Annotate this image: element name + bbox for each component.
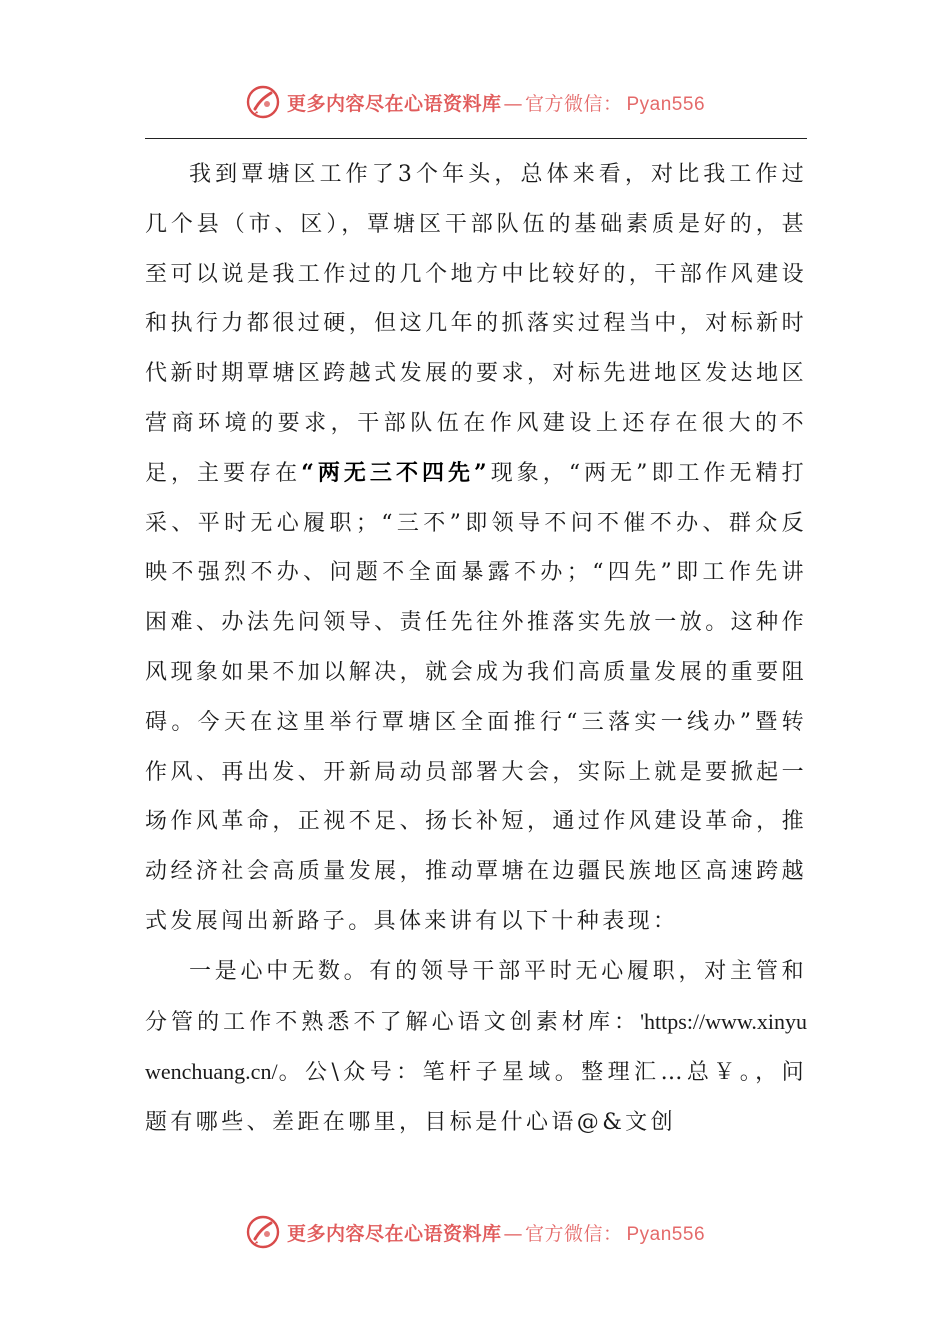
brush-logo-icon [245,84,281,120]
document-body [145,150,807,1148]
header-wechat-label: 官方微信： [524,92,623,115]
footer-separator: — [503,1222,523,1245]
footer-watermark [0,1210,950,1254]
paragraph-2 [145,947,807,1148]
footer-account: Pyan556 [626,1223,706,1245]
header-brand-text [287,89,705,116]
paragraph-1-text-a: 我到覃塘区工作了3个年头，总体来看，对比我工作过几个县（市、区），覃塘区干部队伍的基础素质是好的，甚至可以说是我工作过的几个地方中比较好的，干部作风建设和执行力都很过硬，但这几年的抓落实过程当中，对标新时代新时期覃塘区跨越式发展的要求，对标先进地区发达地区营商环境的要求，干部队伍在作风建设上还存在很大的不足，主要存在 [145,162,807,486]
paragraph-1-emphasis: “两无三不四先” [301,459,491,486]
header-watermark [0,80,950,124]
footer-brand-text [287,1219,705,1246]
paragraph-1-text-b: 现象，“两无”即工作无精打采、平时无心履职；“三不”即领导不问不催不办、群众反映不强烈不办、问题不全面暴露不办；“四先”即工作先讲困难、办法先问领导、责任先往外推落实先放一放。这种作风现象如果不加以解决，就会成为我们高质量发展的重要阻碍。今天在这里举行覃塘区全面推行“三落实一线办”暨转作风、再出发、开新局动员部署大会，实际上就是要掀起一场作风革命，正视不足、扬长补短，通过作风建设革命，推动经济社会高质量发展，推动覃塘在边疆民族地区高速跨越式发展闯出新路子。具体来讲有以下十种表现： [145,460,807,934]
footer-wechat-label: 官方微信： [524,1222,623,1245]
paragraph-2-text-b: 。公\众号：笔杆子星域。整理汇…总￥。，问题有哪些、差距在哪里，目标是什心语@&文创 [145,1060,807,1136]
header-divider [145,138,807,139]
header-separator: — [503,92,523,115]
paragraph-2-text-a: 一是心中无数。有的领导干部平时无心履职，对主管和分管的工作不熟悉不了解心语文创素材库： [145,958,807,1035]
brush-logo-icon [245,1214,281,1250]
footer-brand-name: 更多内容尽在心语资料库 [286,1222,502,1245]
header-brand-name: 更多内容尽在心语资料库 [286,92,502,115]
paragraph-2-url: 'https://www.xinyuwenchuang.cn/ [145,1008,807,1085]
header-account: Pyan556 [626,93,706,115]
paragraph-1 [145,150,807,947]
